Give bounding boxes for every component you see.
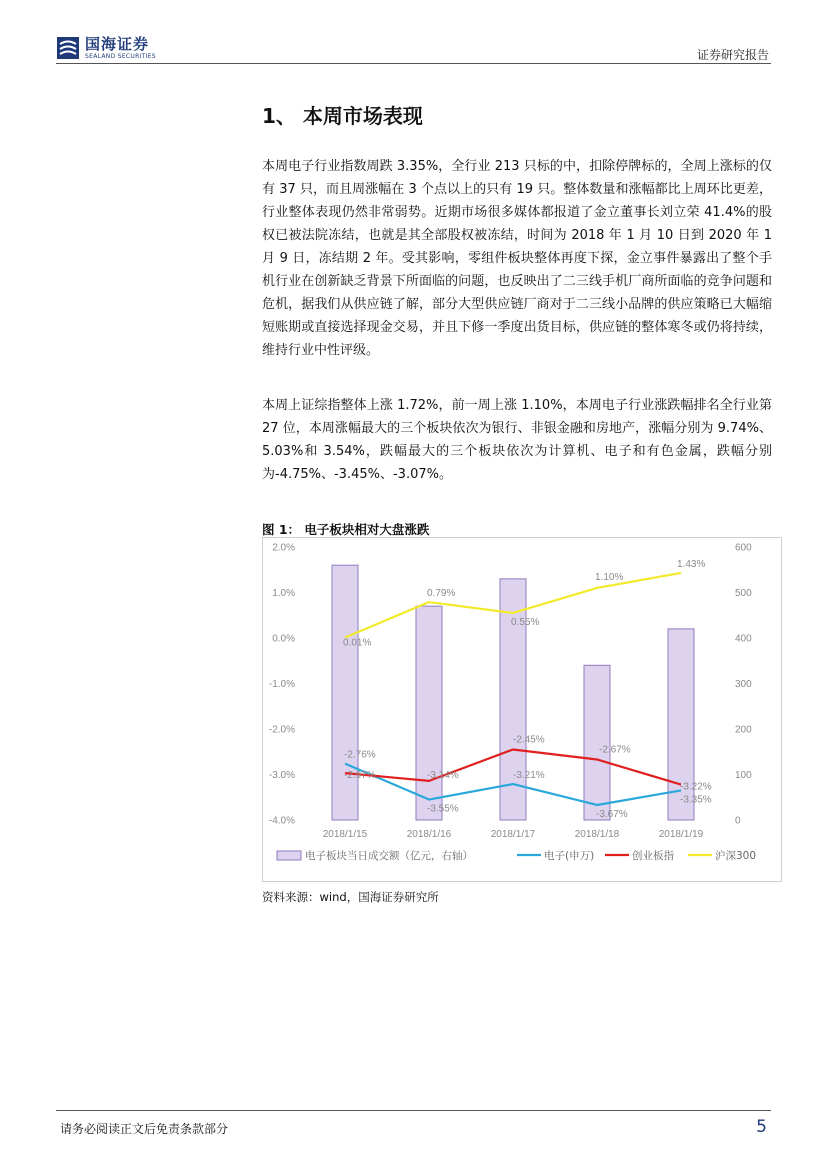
data-label: -3.55%	[427, 803, 459, 815]
data-label: 0.79%	[427, 588, 456, 600]
data-label: 1.43%	[677, 558, 706, 570]
page-number: 5	[756, 1117, 767, 1137]
data-label: -3.21%	[513, 770, 545, 782]
y-right-tick-label: 100	[735, 770, 752, 781]
data-label: -3.14%	[427, 769, 459, 781]
body-paragraph: 本周电子行业指数周跌 3.35%，全行业 213 只标的中，扣除停牌标的，全周上涨标的仅有 37 只，而且周涨幅在 3 个点以上的只有 19 只。整体数量和涨幅都比上周环比更差，行业整体表现仍然非常弱势。近期市场很多媒体都报道了金立董事长刘立荣 41.4%的股权已被法院冻结，也就是其全部股权被冻结，时间为 2018 年 1 月 10 日到 2020 年 1 月 9 日，冻结期 2 年。受其影响，零组件板块整体再度下探，金立事件暴露出了整个手机行业在创新缺乏背景下所面临的问题，也反映出了二三线手机厂商所面临的竞争问题和危机，据我们从供应链了解，部分大型供应链厂商对于二三线小品牌的供应策略已大幅缩短账期或直接选择现金交易，并且下修一季度出货目标，供应链的整体寒冬或仍将持续，维持行业中性评级。	[262, 159, 772, 358]
y-right-tick-label: 600	[735, 542, 752, 554]
market-chart	[263, 538, 781, 881]
brand-name-cn: 国海证券	[85, 34, 150, 53]
report-type: 证券研究报告	[696, 48, 769, 62]
data-label: -3.67%	[596, 808, 628, 820]
y-left-tick-label: 2.0%	[272, 542, 295, 554]
y-left-tick-label: -3.0%	[268, 770, 295, 781]
data-label: -3.35%	[680, 794, 712, 806]
footer-divider	[56, 1110, 771, 1111]
legend-label: 电子板块当日成交额（亿元，右轴）	[305, 850, 473, 862]
data-label: -2.76%	[344, 749, 376, 761]
x-tick-label: 2018/1/15	[322, 829, 368, 840]
volume-bar	[416, 606, 442, 820]
volume-bar	[332, 565, 358, 820]
y-left-tick-label: -4.0%	[268, 815, 295, 827]
legend-label: 创业板指	[632, 850, 674, 862]
legend-label: 沪深300	[715, 850, 757, 862]
legend-swatch-bar	[277, 851, 301, 860]
disclaimer-note: 请务必阅读正文后免责条款部分	[60, 1122, 229, 1136]
y-right-tick-label: 200	[735, 724, 752, 736]
header-divider	[56, 63, 771, 64]
figure-title: 图 1： 电子板块相对大盘涨跌	[262, 522, 430, 537]
data-label: -2.67%	[599, 744, 631, 756]
y-right-tick-label: 400	[735, 633, 752, 645]
legend-label: 电子(申万)	[544, 850, 595, 862]
x-tick-label: 2018/1/19	[658, 829, 704, 840]
data-label: 0.55%	[511, 616, 540, 628]
y-left-tick-label: -2.0%	[268, 724, 295, 736]
data-label: 0.01%	[343, 637, 372, 649]
brand-logo	[56, 36, 156, 60]
y-right-tick-label: 500	[735, 588, 752, 599]
y-left-tick-label: 0.0%	[272, 633, 295, 645]
y-right-tick-label: 0	[735, 815, 741, 827]
figure-frame	[262, 537, 782, 882]
y-left-tick-label: 1.0%	[272, 588, 295, 599]
x-tick-label: 2018/1/16	[406, 829, 452, 840]
sealand-logo-icon	[56, 36, 80, 60]
volume-bar	[584, 665, 610, 820]
x-tick-label: 2018/1/17	[490, 829, 536, 840]
data-label: -3.22%	[680, 781, 712, 793]
data-label: -2.45%	[513, 734, 545, 746]
data-label: 1.10%	[595, 571, 624, 583]
body-paragraph: 本周上证综指整体上涨 1.72%，前一周上涨 1.10%，本周电子行业涨跌幅排名全行业第 27 位，本周涨幅最大的三个板块依次为银行、非银金融和房地产，涨幅分别为 9.74%、5.03%和 3.54%，跌幅最大的三个板块依次为计算机、电子和有色金属，跌幅分别为-4.75%、-3.45%、-3.07%。	[262, 398, 772, 482]
figure-source: 资料来源：wind，国海证券研究所	[262, 890, 439, 904]
brand-name-en: SEALAND SECURITIES	[85, 52, 156, 60]
y-right-tick-label: 300	[735, 679, 752, 690]
y-left-tick-label: -1.0%	[268, 679, 295, 690]
section-title: 1、 本周市场表现	[262, 104, 423, 128]
x-tick-label: 2018/1/18	[574, 829, 620, 840]
data-label: -2.97%	[344, 770, 376, 782]
